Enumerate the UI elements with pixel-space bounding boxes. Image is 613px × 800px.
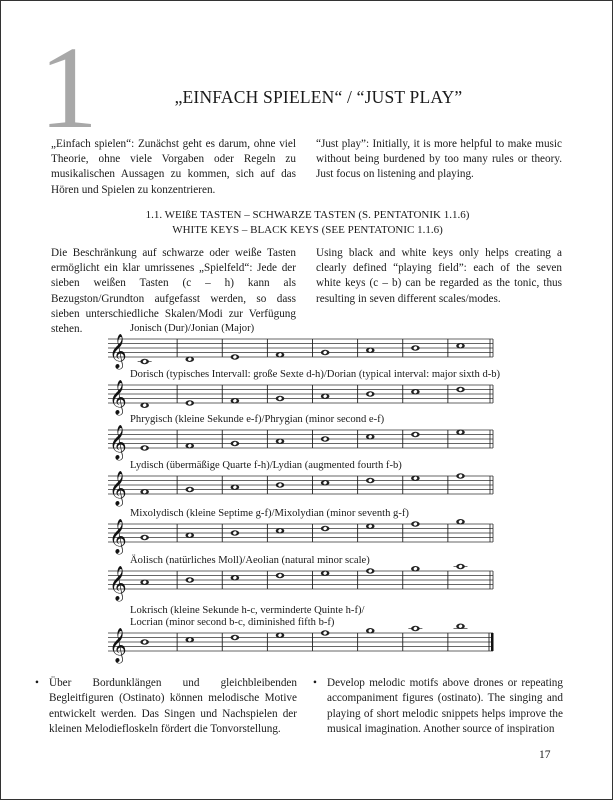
whole-note xyxy=(321,571,330,576)
whole-note xyxy=(411,566,420,571)
whole-note xyxy=(231,354,240,359)
whole-note xyxy=(321,394,330,399)
whole-note xyxy=(456,519,465,524)
whole-note xyxy=(276,396,285,401)
scale-staff xyxy=(108,323,493,370)
scale-staff xyxy=(108,460,493,507)
whole-note xyxy=(321,630,330,635)
scale-staff xyxy=(108,414,493,461)
scale-label: Phrygisch (kleine Sekunde e-f)/Phrygian (minor second e-f) xyxy=(130,414,385,425)
whole-note xyxy=(185,577,194,582)
whole-note xyxy=(411,432,420,437)
whole-note xyxy=(321,480,330,485)
whole-note xyxy=(231,635,240,640)
whole-note xyxy=(456,387,465,392)
treble-clef-icon: 𝄞 xyxy=(109,628,127,663)
whole-note xyxy=(366,568,375,573)
treble-clef-icon: 𝄞 xyxy=(109,519,127,554)
whole-note xyxy=(140,489,149,494)
whole-note xyxy=(321,436,330,441)
whole-note xyxy=(276,633,285,638)
whole-note xyxy=(366,478,375,483)
scale-label: Jonisch (Dur)/Jonian (Major) xyxy=(130,323,255,334)
treble-clef-icon: 𝄞 xyxy=(109,334,127,369)
whole-note xyxy=(140,359,149,364)
scale-label: Locrian (minor second b-c, diminished fifth b-f) xyxy=(130,617,335,628)
scale-label: Lokrisch (kleine Sekunde h-c, verminderte Quinte h-f)/ xyxy=(130,605,365,616)
whole-note xyxy=(185,533,194,538)
whole-note xyxy=(456,564,465,569)
whole-note xyxy=(366,391,375,396)
bullet-marker: • xyxy=(35,677,39,689)
whole-note xyxy=(185,487,194,492)
whole-note xyxy=(321,350,330,355)
whole-note xyxy=(366,628,375,633)
whole-note xyxy=(411,626,420,631)
intro-english: “Just play”: Initially, it is more helpful to make music without being burdened by too many rules or theory. Just focus on listening and playing. xyxy=(316,138,562,181)
section-heading-german: 1.1. WEIßE TASTEN – SCHWARZE TASTEN (S. PENTATONIK 1.1.6) xyxy=(145,209,470,221)
whole-note xyxy=(366,524,375,529)
whole-note xyxy=(140,535,149,540)
page-number: 17 xyxy=(539,749,551,761)
whole-note xyxy=(185,400,194,405)
whole-note xyxy=(140,445,149,450)
whole-note xyxy=(411,521,420,526)
whole-note xyxy=(185,443,194,448)
whole-note xyxy=(321,526,330,531)
whole-note xyxy=(276,482,285,487)
whole-note xyxy=(276,439,285,444)
final-barline xyxy=(491,633,494,651)
scale-label: Lydisch (übermäßige Quarte f-h)/Lydian (augmented fourth f-b) xyxy=(130,460,402,471)
treble-clef-icon: 𝄞 xyxy=(109,425,127,460)
whole-note xyxy=(185,637,194,642)
bullet-marker: • xyxy=(313,677,317,689)
whole-note xyxy=(140,403,149,408)
whole-note xyxy=(411,389,420,394)
treble-clef-icon: 𝄞 xyxy=(109,380,127,415)
section-text-english: Using black and white keys only helps creating a clearly defined “playing field”: each of the seven white keys (c – b) can be regarded as the tonic, thus resulting in seven different scales/modes. xyxy=(316,247,562,305)
section-heading-english: WHITE KEYS – BLACK KEYS (SEE PENTATONIC 1.1.6) xyxy=(172,223,443,236)
whole-note xyxy=(456,343,465,348)
intro-german: „Einfach spielen“: Zunächst geht es darum, ohne viel Theorie, ohne viele Vorgaben oder Regeln zu musikalischen Aussagen zu kommen, sich auf das Hören und Spielen zu konzentrieren. xyxy=(51,138,296,196)
whole-note xyxy=(276,528,285,533)
whole-note xyxy=(366,348,375,353)
bullet-text: Develop melodic motifs above drones or repeating accompaniment figures (ostinato). The singing and playing of short melodic snippets helps improve the musical imagination. Another source of inspiration xyxy=(327,677,563,736)
scale-staff xyxy=(108,605,494,664)
scale-staff xyxy=(108,554,493,602)
whole-note xyxy=(231,485,240,490)
whole-note xyxy=(140,639,149,644)
whole-note xyxy=(411,476,420,481)
whole-note xyxy=(231,530,240,535)
bullet-text: Über Bordunklängen und gleichbleibenden Begleitfiguren (Ostinato) können melodische Motive entwickelt werden. Das Singen und Nachspielen der kleinen Melodiefloskeln fördert die Tonvorstellung. xyxy=(49,677,297,736)
scale-label: Dorisch (typisches Intervall: große Sexte d-h)/Dorian (typical interval: major sixth d-b) xyxy=(130,369,501,380)
scale-staff xyxy=(108,369,501,416)
whole-note xyxy=(231,441,240,446)
whole-note xyxy=(276,573,285,578)
whole-note xyxy=(140,580,149,585)
whole-note xyxy=(185,357,194,362)
whole-note xyxy=(456,430,465,435)
treble-clef-icon: 𝄞 xyxy=(109,471,127,506)
scale-label: Mixolydisch (kleine Septime g-f)/Mixolydian (minor seventh g-f) xyxy=(130,508,409,519)
whole-note xyxy=(411,345,420,350)
scale-label: Äolisch (natürliches Moll)/Aeolian (natural minor scale) xyxy=(130,555,370,566)
whole-note xyxy=(456,624,465,629)
chapter-number: 1 xyxy=(39,22,98,153)
treble-clef-icon: 𝄞 xyxy=(109,566,127,601)
whole-note xyxy=(456,473,465,478)
whole-note xyxy=(231,575,240,580)
whole-note xyxy=(366,434,375,439)
section-text-german: Die Beschränkung auf schwarze oder weiße Tasten ermöglicht ein klar umrissenes „Spielfeld“: Jede der sieben weißen Tasten (c – h) kann als Bezugston/Grundton aufgefasst werden, so dass sieben unterschiedliche Skalen/Modi zur Verfügung stehen. xyxy=(51,247,296,336)
whole-note xyxy=(231,398,240,403)
chapter-title: „EINFACH SPIELEN“ / “JUST PLAY” xyxy=(174,87,463,107)
whole-note xyxy=(276,352,285,357)
scale-staff xyxy=(108,508,493,555)
